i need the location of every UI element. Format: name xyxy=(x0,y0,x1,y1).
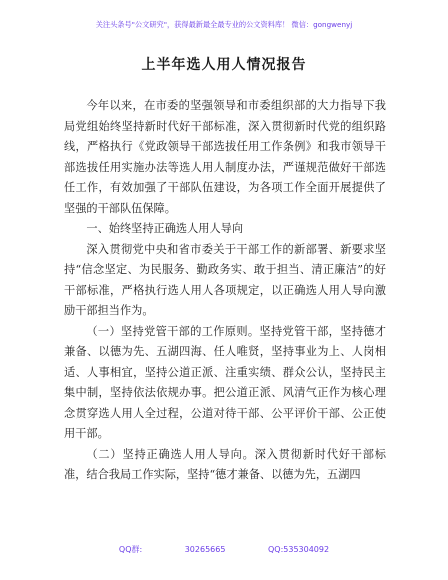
intro-paragraph: 今年以来，在市委的坚强领导和市委组织部的大力指导下我局党组始终坚持新时代好干部标准，深入贯彻新时代党的组织路线，严格执行《党政领导干部选拔任用工作条例》和我市领导干部选拔任用实施办法等选人用人制度办法，严谨规范做好干部选任工作，有效加强了干部队伍建设，为各项工作全面开展提供了坚强的干部队伍保障。 xyxy=(64,99,386,215)
subsection-paragraph: （一）坚持党管干部的工作原则。坚持党管干部，坚持德才兼备、以德为先、五湖四海、任人唯贤，坚持事业为上、人岗相适、人事相宜，坚持公道正派、注重实绩、群众公认，坚持民主集中制，坚持依法依规办事。把公道正派、风清气正作为核心理念贯穿选人用人全过程，公道对待干部、公平评价干部、公正使用干部。 xyxy=(64,324,386,440)
subsection-paragraph: （二）坚持正确选人用人导向。深入贯彻新时代好干部标准，结合我局工作实际，坚持“德才兼备、以德为先，五湖四 xyxy=(64,447,386,481)
document-body xyxy=(64,96,386,486)
section-heading: 一、始终坚持正确选人用人导向 xyxy=(86,222,244,235)
footer-contact: QQ群: 30265665 QQ:535304092 xyxy=(118,545,330,554)
header-banner: 关注头条号"公文研究"，获得最新最全最专业的公文资料库！ 微信：gongwenyj xyxy=(95,20,353,29)
body-paragraph: 深入贯彻党中央和省市委关于干部工作的新部署、新要求坚持“信念坚定、为民服务、勤政务实、敢于担当、清正廉洁”的好干部标准，严格执行选人用人各项规定，以正确选人用人导向激励干部担当作为。 xyxy=(64,242,386,317)
document-title: 上半年选人用人情况报告 xyxy=(141,57,307,73)
